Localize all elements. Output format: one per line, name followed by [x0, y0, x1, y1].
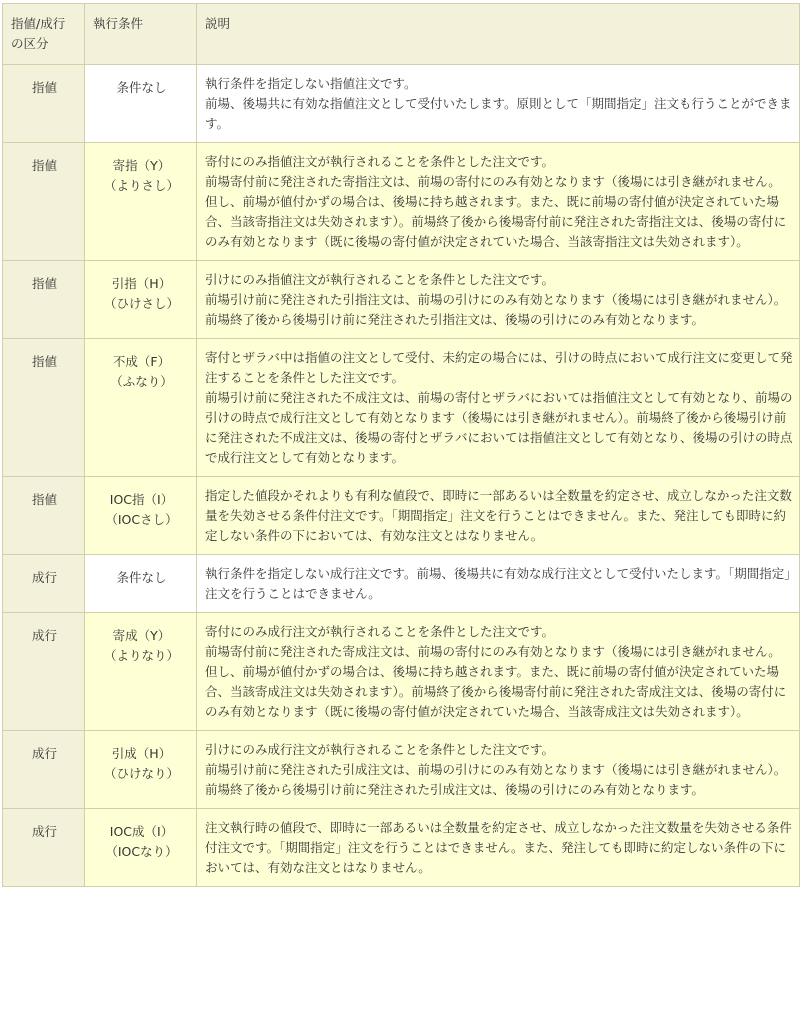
description-text: 寄付にのみ指値注文が執行されることを条件とした注文です。	[205, 154, 555, 169]
order-type-cell: 指値	[3, 65, 85, 143]
description-cell	[197, 809, 800, 887]
description-cell	[197, 339, 800, 477]
description-text: 前場寄付前に発注された寄指注文は、前場の寄付にのみ有効となります（後場には引き継がれません。但し、前場が値付かずの場合は、後場に持ち越されます。また、既に前場の寄付値が決定されていた場合、当該寄指注文は失効されます）。前場終了後から後場寄付前に発注された寄指注文は、後場の寄付にのみ有効となります（既に後場の寄付値が決定されていた場合、当該寄指注文は失効されます）。	[205, 174, 787, 249]
condition-reading: （ひけなり）	[103, 766, 179, 781]
condition-name: 寄成（Y）	[112, 628, 171, 643]
description-text: 前場引け前に発注された不成注文は、前場の寄付とザラバにおいては指値注文として有効となり、前場の引けの時点で成行注文として有効となります（後場には引き継がれません）。前場終了後から後場引け前に発注された不成注文は、後場の寄付とザラバにおいては指値注文として有効となり、後場の引けの時点で成行注文として有効となります。	[205, 390, 793, 465]
condition-cell	[85, 809, 197, 887]
description-text: 寄付にのみ成行注文が執行されることを条件とした注文です。	[205, 624, 555, 639]
table-row	[3, 477, 800, 555]
condition-reading: （IOCなり）	[105, 844, 178, 859]
condition-reading: （ひけさし）	[103, 296, 179, 311]
table-row	[3, 65, 800, 143]
order-type-cell: 指値	[3, 477, 85, 555]
order-type-cell: 成行	[3, 555, 85, 613]
table-row	[3, 261, 800, 339]
description-text: 注文執行時の値段で、即時に一部あるいは全数量を約定させ、成立しなかった注文数量を失効させる条件付注文です。「期間指定」注文を行うことはできません。また、発注しても即時に約定しない条件の下においては、有効な注文とはなりません。	[205, 820, 792, 875]
condition-name: 条件なし	[116, 570, 167, 585]
order-type-cell: 指値	[3, 143, 85, 261]
condition-name: 条件なし	[116, 80, 167, 95]
table-header-row	[3, 4, 800, 65]
order-type-cell: 成行	[3, 613, 85, 731]
table-row	[3, 555, 800, 613]
header-description: 説明	[197, 4, 800, 65]
order-type-cell: 成行	[3, 809, 85, 887]
condition-name: 不成（F）	[112, 354, 171, 369]
header-condition: 執行条件	[85, 4, 197, 65]
condition-cell	[85, 477, 197, 555]
description-text: 執行条件を指定しない成行注文です。前場、後場共に有効な成行注文として受付いたします。「期間指定」注文を行うことはできません。	[205, 566, 791, 601]
condition-reading: （よりさし）	[103, 178, 179, 193]
description-cell	[197, 261, 800, 339]
condition-cell	[85, 261, 197, 339]
condition-cell	[85, 613, 197, 731]
description-cell	[197, 555, 800, 613]
description-text: 前場終了後から後場引け前に発注された引指注文は、後場の引けにのみ有効となります。	[205, 312, 705, 327]
description-text: 引けにのみ指値注文が執行されることを条件とした注文です。	[205, 272, 555, 287]
condition-cell	[85, 339, 197, 477]
table-row	[3, 613, 800, 731]
order-type-cell: 成行	[3, 731, 85, 809]
order-type-cell: 指値	[3, 339, 85, 477]
condition-name: 引指（H）	[111, 276, 172, 291]
description-text: 前場寄付前に発注された寄成注文は、前場の寄付にのみ有効となります（後場には引き継がれません。但し、前場が値付かずの場合は、後場に持ち越されます。また、既に前場の寄付値が決定されていた場合、当該寄成注文は失効されます）。前場終了後から後場寄付前に発注された寄成注文は、後場の寄付にのみ有効となります（既に後場の寄付値が決定されていた場合、当該寄成注文は失効されます）。	[205, 644, 787, 719]
condition-name: 寄指（Y）	[112, 158, 171, 173]
condition-cell	[85, 65, 197, 143]
description-cell	[197, 613, 800, 731]
description-text: 前場終了後から後場引け前に発注された引成注文は、後場の引けにのみ有効となります。	[205, 782, 705, 797]
description-cell	[197, 65, 800, 143]
description-cell	[197, 731, 800, 809]
condition-cell	[85, 731, 197, 809]
order-conditions-table	[2, 3, 800, 887]
table-row	[3, 339, 800, 477]
condition-reading: （IOCさし）	[105, 512, 178, 527]
condition-name: 引成（H）	[111, 746, 172, 761]
order-type-cell: 指値	[3, 261, 85, 339]
condition-name: IOC指（I）	[109, 492, 174, 507]
description-text: 前場引け前に発注された引指注文は、前場の引けにのみ有効となります（後場には引き継がれません）。	[205, 292, 787, 307]
condition-cell	[85, 555, 197, 613]
description-text: 前場、後場共に有効な指値注文として受付いたします。原則として「期間指定」注文も行うことができます。	[205, 96, 792, 131]
condition-reading: （よりなり）	[103, 648, 179, 663]
condition-reading: （ふなり）	[110, 374, 173, 389]
header-order-type: 指値/成行の区分	[3, 4, 85, 65]
description-cell	[197, 143, 800, 261]
table-row	[3, 143, 800, 261]
description-text: 前場引け前に発注された引成注文は、前場の引けにのみ有効となります（後場には引き継がれません）。	[205, 762, 787, 777]
condition-name: IOC成（I）	[109, 824, 174, 839]
description-cell	[197, 477, 800, 555]
description-text: 寄付とザラバ中は指値の注文として受付、未約定の場合には、引けの時点において成行注文に変更して発注することを条件とした注文です。	[205, 350, 793, 385]
condition-cell	[85, 143, 197, 261]
description-text: 引けにのみ成行注文が執行されることを条件とした注文です。	[205, 742, 555, 757]
table-row	[3, 731, 800, 809]
description-text: 指定した値段かそれよりも有利な値段で、即時に一部あるいは全数量を約定させ、成立しなかった注文数量を失効させる条件付注文です。「期間指定」注文を行うことはできません。また、発注しても即時に約定しない条件の下においては、有効な注文とはなりません。	[205, 488, 792, 543]
table-row	[3, 809, 800, 887]
description-text: 執行条件を指定しない指値注文です。	[205, 76, 417, 91]
